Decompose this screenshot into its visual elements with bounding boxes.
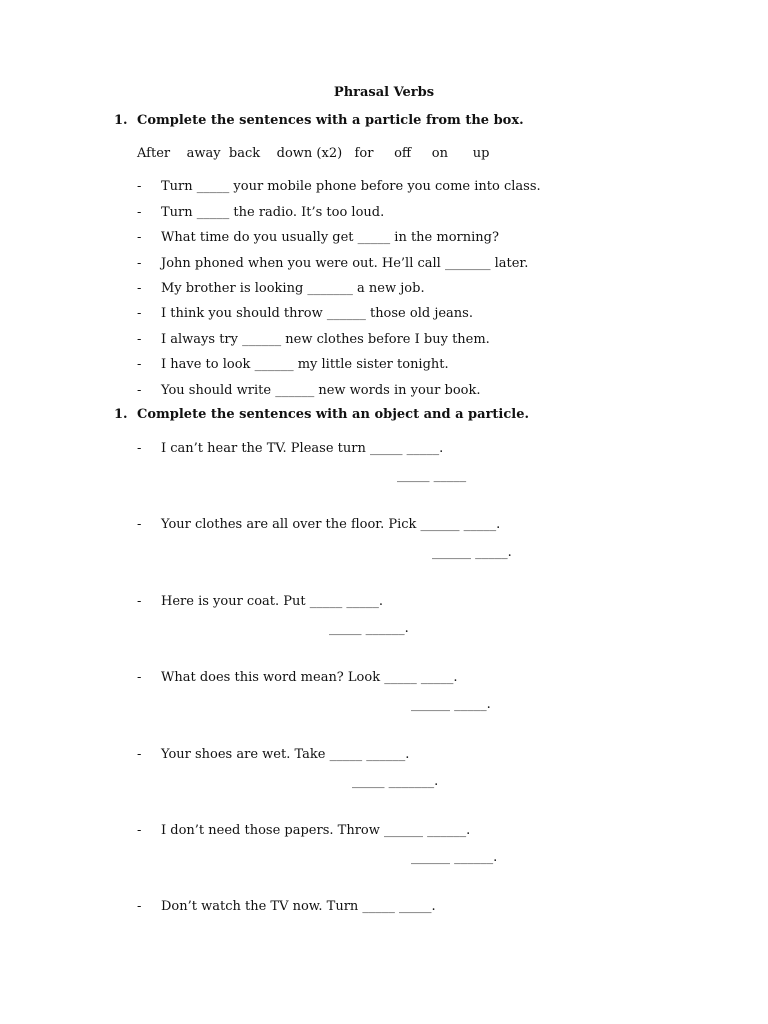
list-item: - John phoned when you were out. He’ll call _______ later.: [137, 256, 529, 271]
section-2-heading: [114, 407, 529, 422]
section-2-number: 1.: [114, 407, 128, 422]
list-item: - I can’t hear the TV. Please turn _____ _____.: [137, 441, 444, 456]
page-title: Phrasal Verbs: [333, 85, 435, 100]
list-item: - Your clothes are all over the floor. Pick ______ _____.: [137, 517, 501, 532]
list-item: - I have to look ______ my little sister tonight.: [137, 357, 449, 372]
list-item: - Turn _____ the radio. It’s too loud.: [137, 205, 385, 220]
answer-line: ______ ______.: [411, 850, 498, 865]
answer-line: _____ ______.: [329, 621, 409, 636]
section-2-instruction: Complete the sentences with an object and a particle.: [137, 407, 530, 422]
section-1-heading: [114, 113, 524, 128]
list-item: - I don’t need those papers. Throw ______ ______.: [137, 823, 471, 838]
section-1-number: 1.: [114, 113, 128, 128]
answer-line: ______ _____.: [411, 697, 491, 712]
answer-line: ______ _____.: [432, 545, 512, 560]
list-item: - What does this word mean? Look _____ _____.: [137, 670, 458, 685]
list-item: - Your shoes are wet. Take _____ ______.: [137, 747, 410, 762]
list-item: - Don’t watch the TV now. Turn _____ _____.: [137, 899, 436, 914]
answer-line: _____ _______.: [352, 774, 439, 789]
particle-box: After away back down (x2) for off on up: [137, 146, 490, 161]
list-item: - Here is your coat. Put _____ _____.: [137, 594, 384, 609]
list-item: - I think you should throw ______ those old jeans.: [137, 306, 473, 321]
list-item: - I always try ______ new clothes before I buy them.: [137, 332, 490, 347]
list-item: - Turn _____ your mobile phone before you come into class.: [137, 179, 541, 194]
list-item: - You should write ______ new words in your book.: [137, 383, 481, 398]
list-item: - My brother is looking _______ a new job.: [137, 281, 425, 296]
list-item: - What time do you usually get _____ in the morning?: [137, 230, 499, 245]
section-1-instruction: Complete the sentences with a particle from the box.: [137, 113, 524, 128]
answer-line: _____ _____: [397, 468, 467, 483]
